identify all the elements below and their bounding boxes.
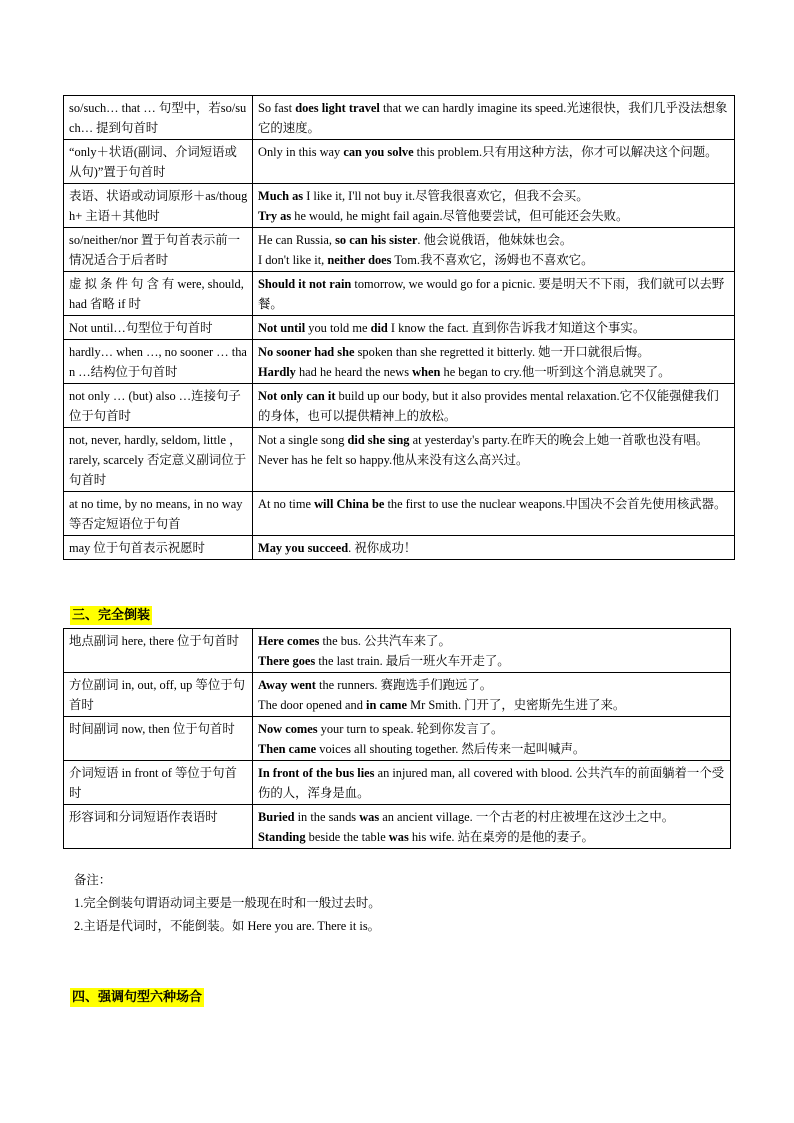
rule-cell: at no time, by no means, in no way 等否定短语位于句首 [64, 492, 253, 536]
example-sentence [258, 98, 729, 138]
emphasized-text: was [359, 810, 380, 824]
example-sentence [258, 450, 729, 470]
example-sentence [258, 186, 729, 206]
section-heading-emphasis: 四、强调句型六种场合 [72, 990, 203, 1005]
emphasized-text: Try as [258, 209, 292, 223]
emphasized-text: No sooner had she [258, 345, 355, 359]
sentence-text: I know the fact. 直到你告诉我才知道这个事实。 [387, 321, 646, 335]
example-sentence [258, 230, 729, 250]
emphasized-text: did [370, 321, 388, 335]
emphasized-text: when [412, 365, 441, 379]
example-sentence [258, 342, 729, 362]
example-cell [253, 316, 735, 340]
rule-cell: not, never, hardly, seldom, little ， rarely, scarcely 否定意义副词位于句首时 [64, 428, 253, 492]
rule-cell: “only＋状语(副词、介词短语或从句)”置于句首时 [64, 140, 253, 184]
emphasized-text: Standing [258, 830, 306, 844]
sentence-text: I like it, I'll not buy it.尽管我很喜欢它，但我不会买。 [303, 189, 589, 203]
example-cell [253, 228, 735, 272]
example-cell [253, 340, 735, 384]
example-cell [253, 536, 735, 560]
example-cell [253, 629, 731, 673]
rule-cell: 表语、状语或动词原形＋as/though+ 主语＋其他时 [64, 184, 253, 228]
sentence-text: The door opened and [258, 698, 367, 712]
table-row [64, 340, 735, 384]
emphasized-text: Here comes [258, 634, 320, 648]
example-cell [253, 428, 735, 492]
example-sentence [258, 719, 725, 739]
example-sentence [258, 827, 725, 847]
sentence-text: he would, he might fail again.尽管他要尝试，但可能还会失败。 [291, 209, 629, 223]
sentence-text: the first to use the nuclear weapons.中国决不会首先使用核武器。 [384, 497, 727, 511]
table-row [64, 384, 735, 428]
sentence-text: beside the table [305, 830, 389, 844]
table-row [64, 316, 735, 340]
emphasized-text: will China be [314, 497, 385, 511]
rule-cell: so/such… that … 句型中，若so/such… 提到句首时 [64, 96, 253, 140]
sentence-text: Tom.我不喜欢它，汤姆也不喜欢它。 [391, 253, 594, 267]
sentence-text: tomorrow, we would go for a picnic. 要是明天不下雨，我们就可以去野餐。 [258, 277, 725, 311]
sentence-text: the bus. 公共汽车来了。 [319, 634, 451, 648]
rule-cell: may 位于句首表示祝愿时 [64, 536, 253, 560]
notes-title: 备注： [74, 873, 112, 887]
example-sentence [258, 695, 725, 715]
section-heading-full-inversion: 三、完全倒装 [72, 608, 151, 623]
emphasized-text: so can his sister [335, 233, 418, 247]
rule-cell: so/neither/nor 置于句首表示前一情况适合于后者时 [64, 228, 253, 272]
emphasized-text: Should it not rain [258, 277, 352, 291]
partial-inversion-table [63, 95, 735, 560]
table-row [64, 272, 735, 316]
emphasized-text: In front of the bus lies [258, 766, 375, 780]
sentence-text: an ancient village. 一个古老的村庄被埋在这沙土之中。 [379, 810, 675, 824]
example-sentence [258, 206, 729, 226]
sentence-text: I don't like it, [258, 253, 328, 267]
rule-cell: 时间副词 now, then 位于句首时 [64, 717, 253, 761]
rule-cell: hardly… when …, no sooner … than …结构位于句首时 [64, 340, 253, 384]
rule-cell: 方位副词 in, out, off, up 等位于句首时 [64, 673, 253, 717]
example-sentence [258, 250, 729, 270]
table-row [64, 492, 735, 536]
emphasized-text: in came [366, 698, 407, 712]
sentence-text: this problem.只有用这种方法，你才可以解决这个问题。 [413, 145, 718, 159]
example-cell [253, 717, 731, 761]
example-sentence [258, 142, 729, 162]
table-row [64, 629, 731, 673]
example-cell [253, 140, 735, 184]
example-cell [253, 384, 735, 428]
sentence-text: voices all shouting together. 然后传来一起叫喊声。 [316, 742, 586, 756]
emphasized-text: May you succeed [258, 541, 349, 555]
rule-cell: 地点副词 here, there 位于句首时 [64, 629, 253, 673]
example-cell [253, 96, 735, 140]
example-sentence [258, 318, 729, 338]
sentence-text: Only in this way [258, 145, 344, 159]
sentence-text: at yesterday's party.在昨天的晚会上她一首歌也没有唱。 [409, 433, 709, 447]
emphasized-text: There goes [258, 654, 316, 668]
sentence-text: his wife. 站在桌旁的是他的妻子。 [408, 830, 594, 844]
example-sentence [258, 430, 729, 450]
sentence-text: Mr Smith. 门开了，史密斯先生进了来。 [407, 698, 626, 712]
emphasized-text: Now comes [258, 722, 318, 736]
table-row [64, 761, 731, 805]
rule-cell: Not until…句型位于句首时 [64, 316, 253, 340]
rule-cell: 介词短语 in front of 等位于句首时 [64, 761, 253, 805]
sentence-text: At no time [258, 497, 315, 511]
example-sentence [258, 362, 729, 382]
sentence-text: spoken than she regretted it bitterly. 她一开口就很后悔。 [354, 345, 650, 359]
sentence-text: in the sands [294, 810, 360, 824]
example-sentence [258, 538, 729, 558]
sentence-text: So fast [258, 101, 296, 115]
sentence-text: . 他会说俄语，他妹妹也会。 [417, 233, 573, 247]
table-row [64, 805, 731, 849]
rule-cell: not only … (but) also …连接句子位于句首时 [64, 384, 253, 428]
full-inversion-table [63, 628, 731, 849]
emphasized-text: Not until [258, 321, 306, 335]
example-cell [253, 184, 735, 228]
table-body [64, 629, 731, 849]
table-body [64, 96, 735, 560]
emphasized-text: did she sing [347, 433, 410, 447]
sentence-text: an injured man, all covered with blood. 公共汽车的前面躺着一个受伤的人，浑身是血。 [258, 766, 725, 800]
table-row [64, 536, 735, 560]
sentence-text: he began to cry.他一听到这个消息就哭了。 [440, 365, 671, 379]
sentence-text: build up our body, but it also provides mental relaxation.它不仅能强健我们的身体，也可以提供精神上的放松。 [258, 389, 719, 423]
table-row [64, 717, 731, 761]
rule-cell: 虚 拟 条 件 句 含 有 were, should, had 省略 if 时 [64, 272, 253, 316]
example-sentence [258, 651, 725, 671]
emphasized-text: does light travel [295, 101, 380, 115]
note-item-2: 2.主语是代词时，不能倒装。如 Here you are. There it is。 [74, 919, 381, 933]
emphasized-text: can you solve [343, 145, 414, 159]
table-row [64, 140, 735, 184]
example-sentence [258, 494, 729, 514]
sentence-text: He can Russia, [258, 233, 336, 247]
example-sentence [258, 763, 725, 803]
emphasized-text: neither does [327, 253, 392, 267]
emphasized-text: Then came [258, 742, 317, 756]
example-sentence [258, 675, 725, 695]
table-row [64, 428, 735, 492]
sentence-text: . 祝你成功！ [348, 541, 417, 555]
emphasized-text: was [388, 830, 409, 844]
sentence-text: Never has he felt so happy.他从来没有这么高兴过。 [258, 453, 529, 467]
emphasized-text: Hardly [258, 365, 296, 379]
example-sentence [258, 807, 725, 827]
example-cell [253, 805, 731, 849]
note-item-1: 1.完全倒装句谓语动词主要是一般现在时和一般过去时。 [74, 896, 381, 910]
sentence-text: the last train. 最后一班火车开走了。 [315, 654, 510, 668]
example-sentence [258, 274, 729, 314]
emphasized-text: Buried [258, 810, 295, 824]
sentence-text: had he heard the news [295, 365, 413, 379]
table-row [64, 184, 735, 228]
example-cell [253, 761, 731, 805]
sentence-text: your turn to speak. 轮到你发言了。 [317, 722, 504, 736]
example-sentence [258, 386, 729, 426]
sentence-text: that we can hardly imagine its speed.光速很快，我们几乎没法想象它的速度。 [258, 101, 728, 135]
emphasized-text: Away went [258, 678, 316, 692]
sentence-text: the runners. 赛跑选手们跑远了。 [315, 678, 493, 692]
table-row [64, 673, 731, 717]
sentence-text: you told me [305, 321, 371, 335]
example-cell [253, 673, 731, 717]
example-cell [253, 272, 735, 316]
example-cell [253, 492, 735, 536]
emphasized-text: Not only can it [258, 389, 336, 403]
rule-cell: 形容词和分词短语作表语时 [64, 805, 253, 849]
table-row [64, 96, 735, 140]
sentence-text: Not a single song [258, 433, 348, 447]
table-row [64, 228, 735, 272]
example-sentence [258, 739, 725, 759]
example-sentence [258, 631, 725, 651]
emphasized-text: Much as [258, 189, 304, 203]
